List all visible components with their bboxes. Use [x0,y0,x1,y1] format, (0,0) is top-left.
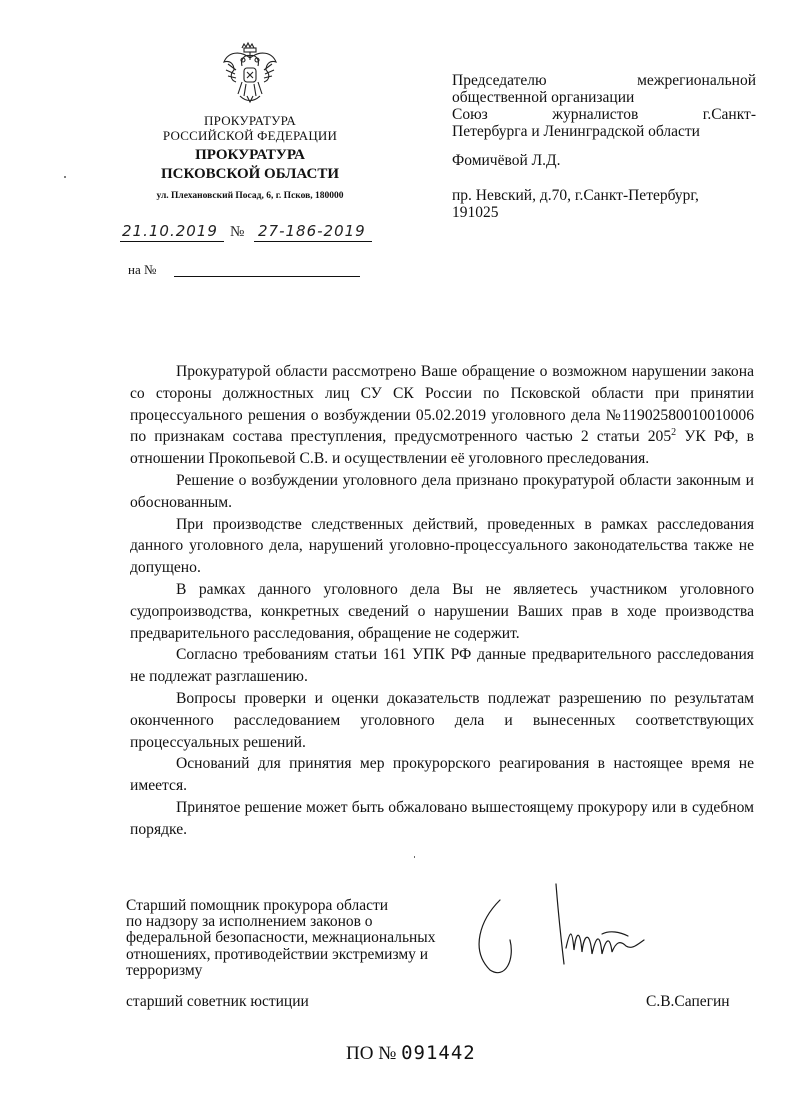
body-paragraph-3: При производстве следственных действий, проведенных в рамках расследования данного уголовного дела, нарушений уголовно-процессуального законодательства также не допущено. [130,515,754,577]
signatory-position-line4: отношениях, противодействии экстремизму и [126,946,429,963]
letterhead-office-line2: ПСКОВСКОЙ ОБЛАСТИ [160,166,340,182]
body-paragraph-6: Вопросы проверки и оценки доказательств подлежат разрешению по результатам оконченного расследованием уголовного дела и вынесенных соответствующих процессуальных решений. [130,689,754,751]
serial-number: 091442 [401,1042,476,1064]
signatory-name: С.В.Сапегин [646,993,730,1010]
letterhead-address: ул. Плехановский Посад, 6, г. Псков, 180000 [156,191,344,201]
body-paragraph-7: Оснований для принятия мер прокурорского реагирования в настоящее время не имеется. [130,755,754,795]
body-paragraph-1 [130,361,754,470]
signatory-position-line1: Старший помощник прокурора области [126,897,389,914]
number-underline [254,241,372,242]
body-paragraph-2: Решение о возбуждении уголовного дела признано прокуратурой области законным и обоснованным. [130,471,754,511]
registration-number-label: № [230,224,245,240]
addressee-address-line2: 191025 [452,204,499,221]
signatory-position-line3: федеральной безопасности, межнациональных [126,929,436,946]
form-serial [346,1042,476,1065]
scan-speck [414,856,415,858]
letter-body [130,361,754,841]
signatory-rank: старший советник юстиции [126,993,309,1010]
body-paragraph-5: Согласно требованиям статьи 161 УПК РФ данные предварительного расследования не подлежат разглашению. [130,646,754,686]
registration-number: 27-186-2019 [258,222,366,240]
registration-date: 21.10.2019 [122,222,218,240]
scan-speck [64,176,66,178]
letterhead-org-line1: ПРОКУРАТУРА [204,113,296,128]
body-paragraph-8: Принятое решение может быть обжаловано вышестоящему прокурору или в судебном порядке. [130,798,754,838]
addressee-name: Фомичёвой Л.Д. [452,152,561,169]
double-headed-eagle-emblem-icon [220,40,280,106]
article-superscript: 2 [671,427,677,439]
addressee-address-line1: пр. Невский, д.70, г.Санкт-Петербург, [452,187,699,204]
signatory-position-line2: по надзору за исполнением законов о [126,913,373,930]
registration-line [120,222,380,246]
reference-underline [174,276,360,277]
handwritten-signature [460,880,700,980]
body-paragraph-1-text-end: УК РФ, в отношении Прокопьевой С.В. и осуществлении её уголовного преследования. [130,428,755,468]
letterhead-org-line2: РОССИЙСКОЙ ФЕДЕРАЦИИ [162,128,338,143]
addressee-line1: Председателю межрегиональной [452,72,756,89]
date-underline [120,241,224,242]
addressee-line3: Союз журналистов г.Санкт- [452,106,756,123]
serial-label: ПО № [346,1043,397,1064]
body-paragraph-4: В рамках данного уголовного дела Вы не являетесь участником уголовного судопроизводства, конкретных сведений о нарушении Ваших прав в ходе производства предварительного расследования, обращение не содержит. [130,580,754,642]
signatory-position-line5: терроризму [126,962,203,979]
addressee-line2: общественной организации [452,89,635,106]
reference-label: на № [128,262,157,277]
addressee-line4: Петербурга и Ленинградской области [452,123,700,140]
body-paragraph-1-text: Прокуратурой области рассмотрено Ваше обращение о возможном нарушении закона со стороны должностных лиц СУ СК России по Псковской области при принятии процессуального решения о возбуждении 05.02.2019 уголовного дела №11902580010010006 по признакам состава преступления, предусмотренного частью 2 статьи 205 [130,363,754,446]
letterhead-office-line1: ПРОКУРАТУРА [195,147,305,163]
